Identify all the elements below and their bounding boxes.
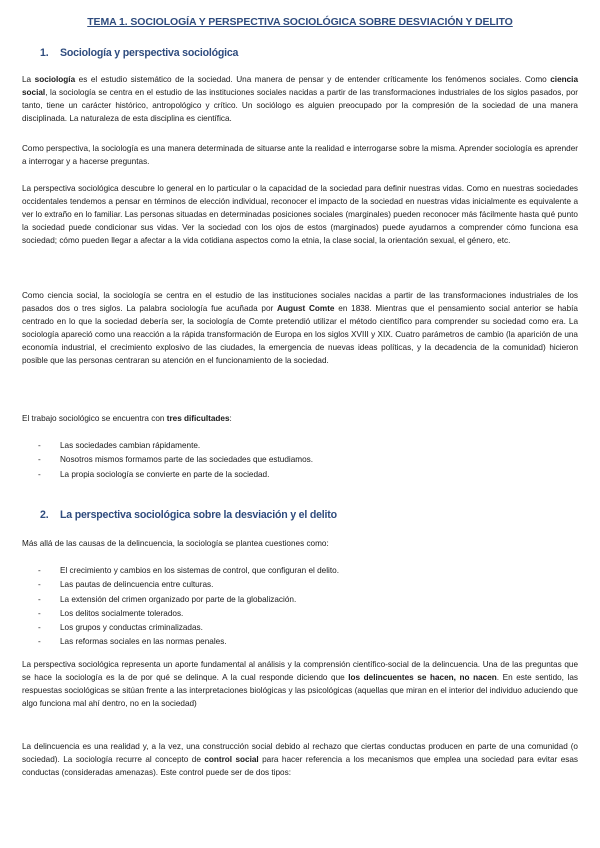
text-run: El trabajo sociológico se encuentra con [22,414,167,423]
list-item: - Los delitos socialmente tolerados. [22,607,578,621]
bold-term: los delincuentes se hacen, no nacen [348,672,497,682]
list-item: - Los grupos y conductas criminalizadas. [22,621,578,635]
list-item: - La extensión del crimen organizado por parte de la globalización. [22,593,578,607]
text-run: Como ciencia social, la sociología se centra en el estudio de las instituciones sociales nacidas a partir de las transformaciones industriales de los pasados dos o tres siglos. La palabra sociología fue acuñada por [22,291,578,313]
section-heading-1 [40,47,238,59]
list-item: - Nosotros mismos formamos parte de las sociedades que estudiamos. [22,453,578,467]
paragraph-perspective: Como perspectiva, la sociología es una manera determinada de situarse ante la realidad e interrogarse sobre la misma. Aprender sociología es aprender a interrogar y a hacerse preguntas. [22,144,578,166]
text-run: en 1838. Mientras que el pensamiento social anterior se había centrado en lo que la sociedad debería ser, la sociología de Comte pretendió utilizar el método científico para comprender su sociedad como era. La sociología apareció como una reacción a la rápida transformación de Europa en los siglos XVIII y XIX. Cuatro parámetros de cambio (la aparición de una economía industrial, el crecimiento explosivo de las ciudades, la emergencia de nuevas ideas políticas, y la decadencia de la comunidad) hicieron posible que las personas centraran su atención en el funcionamiento de la sociedad. [22,303,578,365]
list-item: - Las sociedades cambian rápidamente. [22,439,578,453]
text-run: La delincuencia es una realidad y, a la vez, una construcción social debido al rechazo que ciertas conductas producen en parte de una comunidad (o sociedad). La sociología recurre al concepto de [22,742,578,764]
bold-term: control social [204,754,259,764]
list-item: - El crecimiento y cambios en los sistemas de control, que configuran el delito. [22,564,578,578]
paragraph-general-in-particular: La perspectiva sociológica descubre lo general en lo particular o la capacidad de la sociedad para definir nuestras vidas. Como en nuestras sociedades occidentales tendemos a pensar en términos de elección individual, reconocer el impacto de la sociedad en nuestras vidas inicialmente es equivalente a ver lo extraño en lo familiar. Las personas situadas en determinadas posiciones sociales (marginales) pueden reconocer más fácilmente hasta qué punto la sociedad puede condicionar sus vidas. Ver la sociedad con los ojos de estos (marginados) puede ayudarnos a comprender cómo funciona esa sociedad; cómo pueden llegar a afectar a la vida cotidiana aspectos como la etnia, la clase social, la orientación sexual, el género, etc. [22,184,578,245]
section-title: La perspectiva sociológica sobre la desviación y el delito [60,509,337,521]
paragraph-sociology-definition [22,74,578,126]
text-run: La perspectiva sociológica representa un aporte fundamental al análisis y la comprensión científico-social de la delincuencia. Una de las preguntas que se hace la sociología es la de por qué se delinque. A la cual responde diciendo que [22,660,578,682]
document-title: TEMA 1. SOCIOLOGÍA Y PERSPECTIVA SOCIOLÓGICA SOBRE DESVIACIÓN Y DELITO [87,16,513,28]
list-item: - Las reformas sociales en las normas penales. [22,635,578,649]
questions-list [22,564,578,650]
text-run: para hacer referencia a los mecanismos que emplea una sociedad para evitar esas conductas (consideradas amenazas). Este control puede ser de dos tipos: [22,754,578,777]
text-run: , la sociología se centra en el estudio de las instituciones sociales nacidas a partir de las transformaciones industriales de los siglos pasados, por tanto, tiene un carácter histórico, antropológico y crítico. Un sociólogo es alguien preocupado por la compresión de la sociedad de una manera disciplinada. La naturaleza de esta disciplina es científica. [22,87,578,123]
section-number: 2. [40,509,49,521]
section-heading-2 [40,509,337,521]
paragraph-difficulties [22,413,578,426]
list-item: - La propia sociología se convierte en parte de la sociedad. [22,468,578,482]
text-run: : [229,414,232,423]
paragraph-sociological-contribution [22,659,578,711]
list-item: - Las pautas de delincuencia entre culturas. [22,578,578,592]
bold-term: August Comte [277,303,335,313]
section-number: 1. [40,47,49,59]
paragraph-questions-intro: Más allá de las causas de la delincuencia, la sociología se plantea cuestiones como: [22,539,329,548]
paragraph-social-control [22,741,578,780]
paragraph-social-science [22,290,578,367]
difficulties-list [22,439,578,482]
text-run: . En este sentido, las respuestas sociológicas se sitúan frente a las interpretaciones biológicas y las psicológicas (aquellas que miran en el interior del individuo aduciendo que algo funciona mal ahí dentro, no en la sociedad) [22,672,578,708]
section-title: Sociología y perspectiva sociológica [60,47,239,59]
text-run: La [22,75,35,84]
bold-term: tres dificultades [166,414,230,423]
bold-term: sociología [34,75,76,84]
bold-term: ciencia social [22,75,578,97]
text-run: es el estudio sistemático de la sociedad. Una manera de pensar y de entender críticamente los fenómenos sociales. Como [75,75,551,84]
